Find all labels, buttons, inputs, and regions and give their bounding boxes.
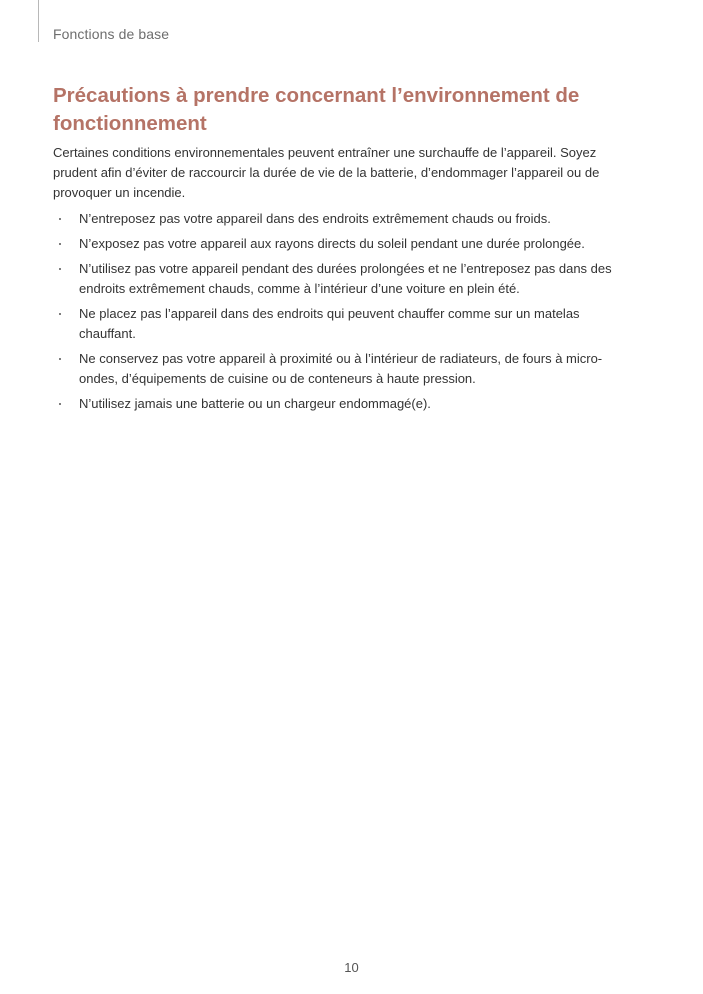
- list-item: [53, 304, 633, 344]
- list-item-text: N’exposez pas votre appareil aux rayons directs du soleil pendant une durée prolongée.: [79, 236, 585, 251]
- list-item: [53, 349, 633, 389]
- list-item-text: Ne placez pas l’appareil dans des endroits qui peuvent chauffer comme sur un matelas chauffant.: [79, 306, 580, 341]
- running-header: Fonctions de base: [53, 26, 170, 42]
- bullet-icon: [59, 403, 61, 405]
- section-title: Précautions à prendre concernant l’environnement de fonctionnement: [53, 84, 580, 135]
- header-divider: [38, 0, 39, 42]
- list-item: [53, 394, 633, 414]
- page-number: 10: [344, 960, 359, 975]
- bullet-icon: [59, 268, 61, 270]
- list-item-text: Ne conservez pas votre appareil à proximité ou à l’intérieur de radiateurs, de fours à micro-ondes, d’équipements de cuisine ou de conteneurs à haute pression.: [79, 351, 603, 386]
- intro-paragraph: Certaines conditions environnementales peuvent entraîner une surchauffe de l’appareil. Soyez prudent afin d’éviter de raccourcir la durée de vie de la batterie, d’endommager l’appareil ou de provoquer un incendie.: [53, 145, 600, 200]
- list-item-text: N’utilisez pas votre appareil pendant des durées prolongées et ne l’entreposez pas dans des endroits extrêmement chauds, comme à l’intérieur d’une voiture en plein été.: [79, 261, 612, 296]
- list-item-text: N’entreposez pas votre appareil dans des endroits extrêmement chauds ou froids.: [79, 211, 551, 226]
- bullet-icon: [59, 218, 61, 220]
- precautions-list: [53, 209, 633, 419]
- bullet-icon: [59, 358, 61, 360]
- list-item-text: N’utilisez jamais une batterie ou un chargeur endommagé(e).: [79, 396, 431, 411]
- list-item: [53, 259, 633, 299]
- bullet-icon: [59, 243, 61, 245]
- list-item: [53, 209, 633, 229]
- bullet-icon: [59, 313, 61, 315]
- list-item: [53, 234, 633, 254]
